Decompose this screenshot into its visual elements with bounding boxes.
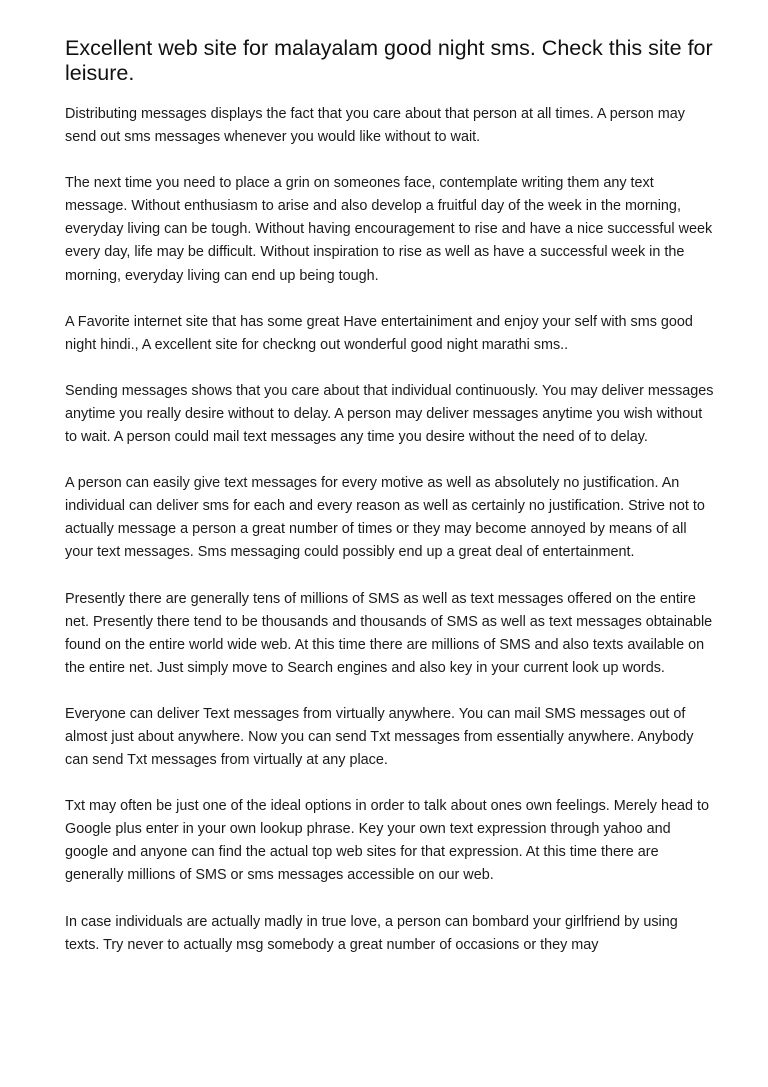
paragraph-7: Everyone can deliver Text messages from virtually anywhere. You can mail SMS messages out of almost just about anywhere. Now you can send Txt messages from essentially anywhere. Anybody can send Txt messages from virtually at any place.: [65, 705, 694, 769]
paragraph-5: A person can easily give text messages for every motive as well as absolutely no justification. An individual can deliver sms for each and every reason as well as certainly no justification. Strive not to actually message a person a great number of times or they may become annoyed by means of all your text messages. Sms messaging could possibly end up a great deal of entertainment.: [65, 475, 705, 561]
paragraph-8: Txt may often be just one of the ideal options in order to talk about ones own feelings. Merely head to Google plus enter in your own lookup phrase. Key your own text expression through yahoo and google and anyone can find the actual top web sites for that expression. At this time there are generally millions of SMS or sms messages accessible on our web.: [65, 798, 709, 884]
paragraph-4: Sending messages shows that you care about that individual continuously. You may deliver messages anytime you really desire without to delay. A person may deliver messages anytime you wish without to wait. A person could mail text messages any time you desire without the need of to delay.: [65, 382, 714, 446]
paragraph-9: In case individuals are actually madly in true love, a person can bombard your girlfriend by using texts. Try never to actually msg somebody a great number of occasions or they may: [65, 913, 678, 953]
paragraph-3: A Favorite internet site that has some great Have entertainiment and enjoy your self with sms good night hindi., A excellent site for checkng out wonderful good night marathi sms..: [65, 313, 693, 353]
document-page: [65, 36, 715, 980]
paragraph-1: Distributing messages displays the fact that you care about that person at all times. A person may send out sms messages whenever you would like without to wait.: [65, 106, 685, 146]
paragraph-6: Presently there are generally tens of millions of SMS as well as text messages offered on the entire net. Presently there tend to be thousands and thousands of SMS as well as text messages obtainable found on the entire world wide web. At this time there are millions of SMS and also texts available on the entire net. Just simply move to Search engines and also key in your current look up words.: [65, 590, 713, 676]
document-title: Excellent web site for malayalam good night sms. Check this site for leisure.: [65, 36, 713, 85]
paragraph-2: The next time you need to place a grin on someones face, contemplate writing them any text message. Without enthusiasm to arise and also develop a fruitful day of the week in the morning, everyday living can be tough. Without having encouragement to rise and have a nice successful week every day, life may be difficult. Without inspiration to rise as well as have a successful week in the morning, everyday living can end up being tough.: [65, 175, 713, 284]
